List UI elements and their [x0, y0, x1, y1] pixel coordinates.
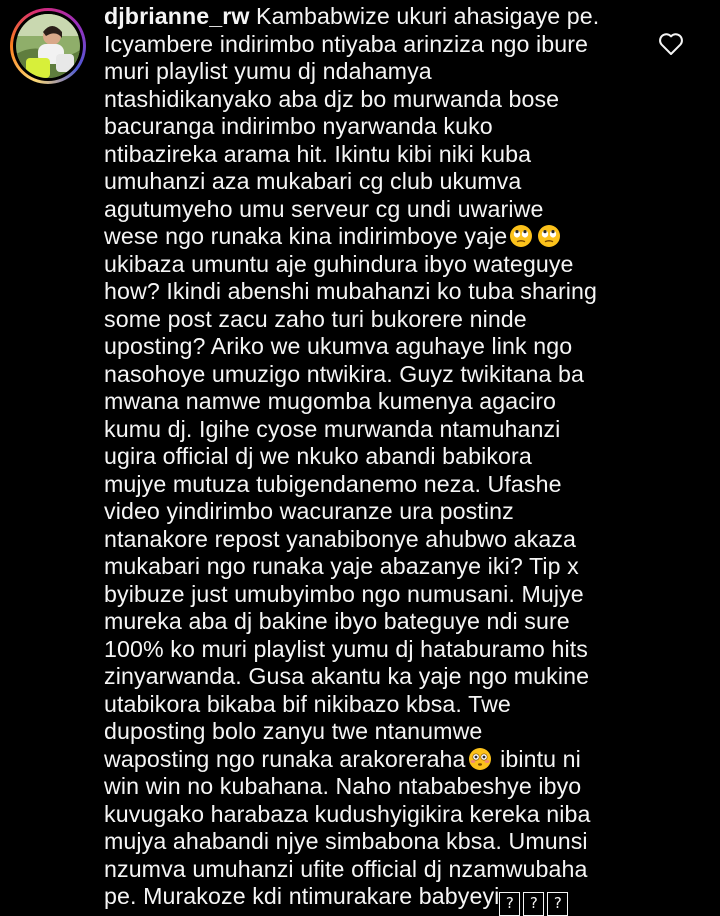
- comment-text: agutumyeho umu serveur cg undi uwariwe: [104, 195, 544, 222]
- comment-line-1: [104, 3, 664, 31]
- comment-text: kumu dj. Igihe cyose murwanda ntamuhanzi: [104, 415, 561, 442]
- comment-text: video yindirimbo wacuranze ura postinz: [104, 498, 514, 524]
- unknown-glyph-box: ?: [523, 892, 544, 916]
- comment-text: ntibazireka arama hit. Ikintu kibi niki kuba: [104, 140, 532, 167]
- comment-text: mujye mutuza tubigendanemo neza. Ufashe: [104, 470, 562, 497]
- comment-text: win win no kubahana. Naho ntababeshye ibyo: [104, 773, 582, 799]
- face-with-rolling-eyes-emoji: [537, 224, 561, 248]
- comment-text: kuvugako harabaza kudushyigikira kereka niba: [104, 800, 591, 827]
- flushed-face-emoji: [468, 747, 492, 771]
- comment-text: byibuze just umubyimbo ngo numusani. Mujye: [104, 580, 584, 607]
- unknown-glyph-box: ?: [499, 892, 520, 916]
- comment-text: waposting ngo runaka arakoreraha: [104, 745, 466, 772]
- comment-text: bacuranga indirimbo nyarwanda kuko: [104, 113, 493, 139]
- comment-line-last: [104, 883, 664, 916]
- comment-text: ukibaza umuntu aje guhindura ibyo wateguye: [104, 250, 574, 277]
- avatar-photo: [16, 14, 80, 78]
- face-with-rolling-eyes-emoji: [509, 224, 533, 248]
- comment-text: wese ngo runaka kina indirimboye yaje: [104, 223, 508, 249]
- comment-text: mureka aba dj bakine ibyo bateguye ndi sure: [104, 608, 570, 634]
- comment-line-emoji: [104, 223, 664, 251]
- comment-text: pe. Murakoze kdi ntimurakare babyeyi: [104, 883, 500, 909]
- comment-text: Icyambere indirimbo ntiyaba arinziza ngo ibure: [104, 30, 589, 57]
- comment-text: utabikora bikaba bif nikibazo kbsa. Twe: [104, 690, 511, 717]
- comment-text: zinyarwanda. Gusa akantu ka yaje ngo mukine: [104, 663, 590, 689]
- comment-body: [104, 3, 664, 916]
- comment-text: duposting bolo zanyu twe ntanumwe: [104, 718, 483, 744]
- comment-text: how? Ikindi abenshi mubahanzi ko tuba sharing: [104, 278, 598, 304]
- comment-text: mukabari ngo runaka yaje abazanye iki? Tip x: [104, 553, 579, 579]
- comment-line-emoji: [104, 746, 664, 774]
- comment-text: mujya ahabandi njye simbabona kbsa. Umunsi: [104, 828, 588, 854]
- comment-text: mwana namwe mugomba kumenya agaciro: [104, 388, 557, 414]
- comment-text: muri playlist yumu dj ndahamya: [104, 58, 432, 84]
- username-link[interactable]: djbrianne_rw: [104, 3, 250, 29]
- comment-text: 100% ko muri playlist yumu dj hataburamo hits: [104, 635, 588, 662]
- comment-text: ugira official dj we nkuko abandi babikora: [104, 443, 532, 469]
- comment-text: ibintu ni: [493, 745, 581, 772]
- comment-text: nasohoye umuzigo ntwikira. Guyz twikitana ba: [104, 360, 584, 387]
- comment-text: uposting? Ariko we ukumva aguhaye link ngo: [104, 333, 573, 359]
- comment-text: Kambabwize ukuri ahasigaye pe.: [249, 3, 600, 29]
- unknown-glyph-box: ?: [547, 892, 568, 916]
- avatar[interactable]: [10, 8, 86, 84]
- comment-text: umuhanzi aza mukabari cg club ukumva: [104, 168, 522, 194]
- heart-outline-icon[interactable]: [658, 32, 684, 56]
- comment-text: ntashidikanyako aba djz bo murwanda bose: [104, 85, 560, 112]
- comment-text: ntanakore repost yanabibonye ahubwo akaza: [104, 525, 577, 552]
- comment-text: some post zacu zaho turi bukorere ninde: [104, 305, 527, 332]
- avatar-ring-gap: [13, 11, 83, 81]
- comment-text: nzumva umuhanzi ufite official dj nzamwubaha: [104, 855, 588, 882]
